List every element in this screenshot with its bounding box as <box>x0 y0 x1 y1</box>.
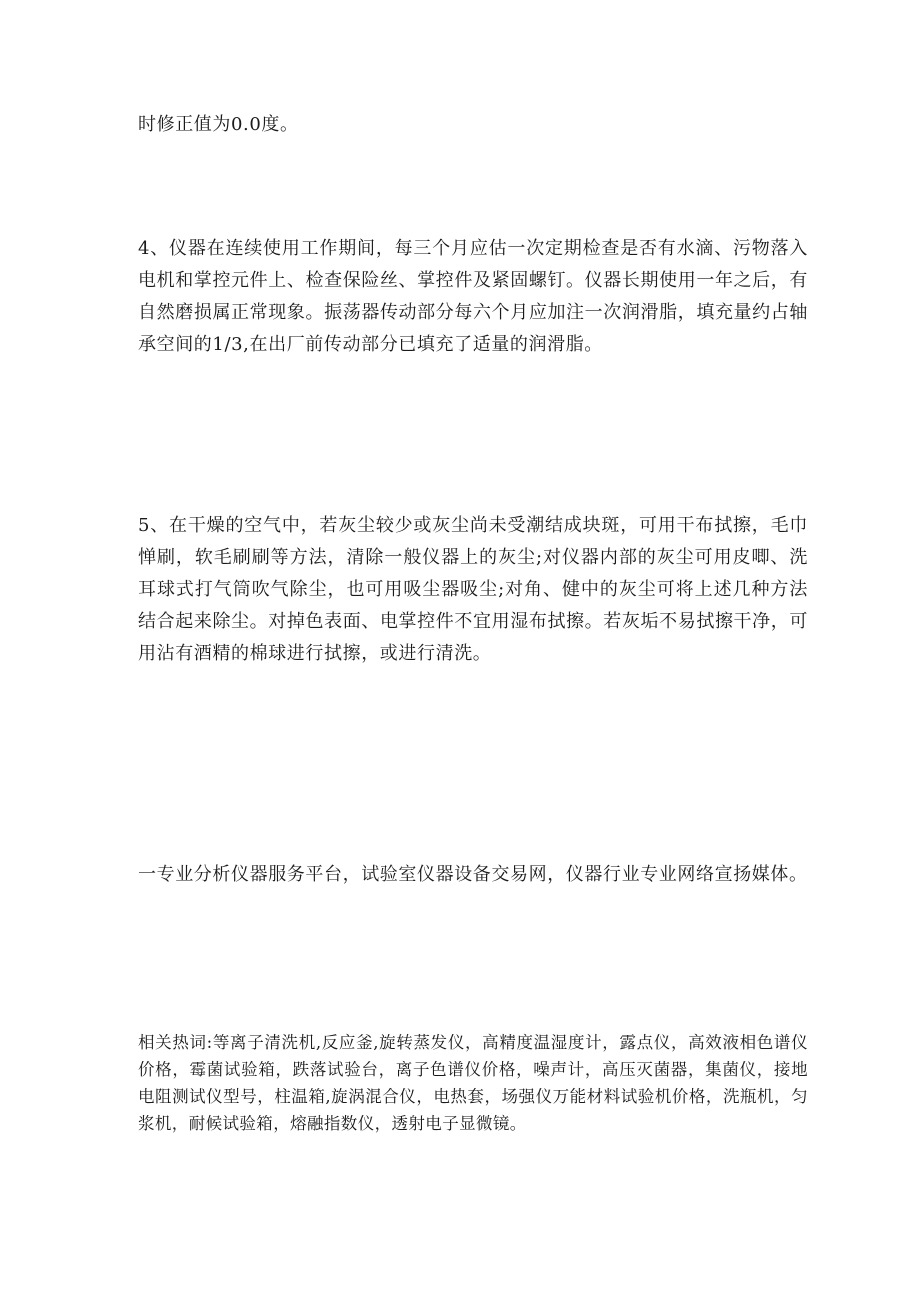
paragraph-correction-value: 时修正值为0.0度。 <box>138 114 299 135</box>
paragraph-dust-cleaning: 5、在干燥的空气中，若灰尘较少或灰尘尚未受潮结成块斑，可用干布拭擦，毛巾惮刷，软毛刷刷等方法，清除一般仪器上的灰尘;对仪器内部的灰尘可用皮唧、洗耳球式打气筒吹气除尘，也可用吸尘器吸尘;对角、健中的灰尘可将上述几种方法结合起来除尘。对掉色表面、电掌控件不宜用湿布拭擦。若灰垢不易拭擦干净，可用沾有酒精的棉球进行拭擦，或进行清洗。 <box>138 515 808 664</box>
paragraph-related-keywords: 相关热词:等离子清洗机,反应釜,旋转蒸发仪，高精度温湿度计，露点仪，高效液相色谱仪价格，霉菌试验箱，跌落试验台，离子色谱仪价格，噪声计，高压灭菌器，集菌仪，接地电阻测试仪型号，柱温箱,旋涡混合仪，电热套，场强仪万能材料试验机价格，洗瓶机，匀浆机，耐候试验箱，熔融指数仪，透射电子显微镜。 <box>138 1033 808 1133</box>
paragraph-platform-description: 一专业分析仪器服务平台，试验室仪器设备交易网，仪器行业专业网络宣扬媒体。 <box>138 864 808 885</box>
paragraph-maintenance-inspection: 4、仪器在连续使用工作期间，每三个月应估一次定期检查是否有水滴、污物落入电机和掌控元件上、检查保险丝、掌控件及紧固螺钉。仪器长期使用一年之后，有自然磨损属正常现象。振荡器传动部分每六个月应加注一次润滑脂，填充量约占轴承空间的1/3,在出厂前传动部分已填充了适量的润滑脂。 <box>138 238 808 355</box>
